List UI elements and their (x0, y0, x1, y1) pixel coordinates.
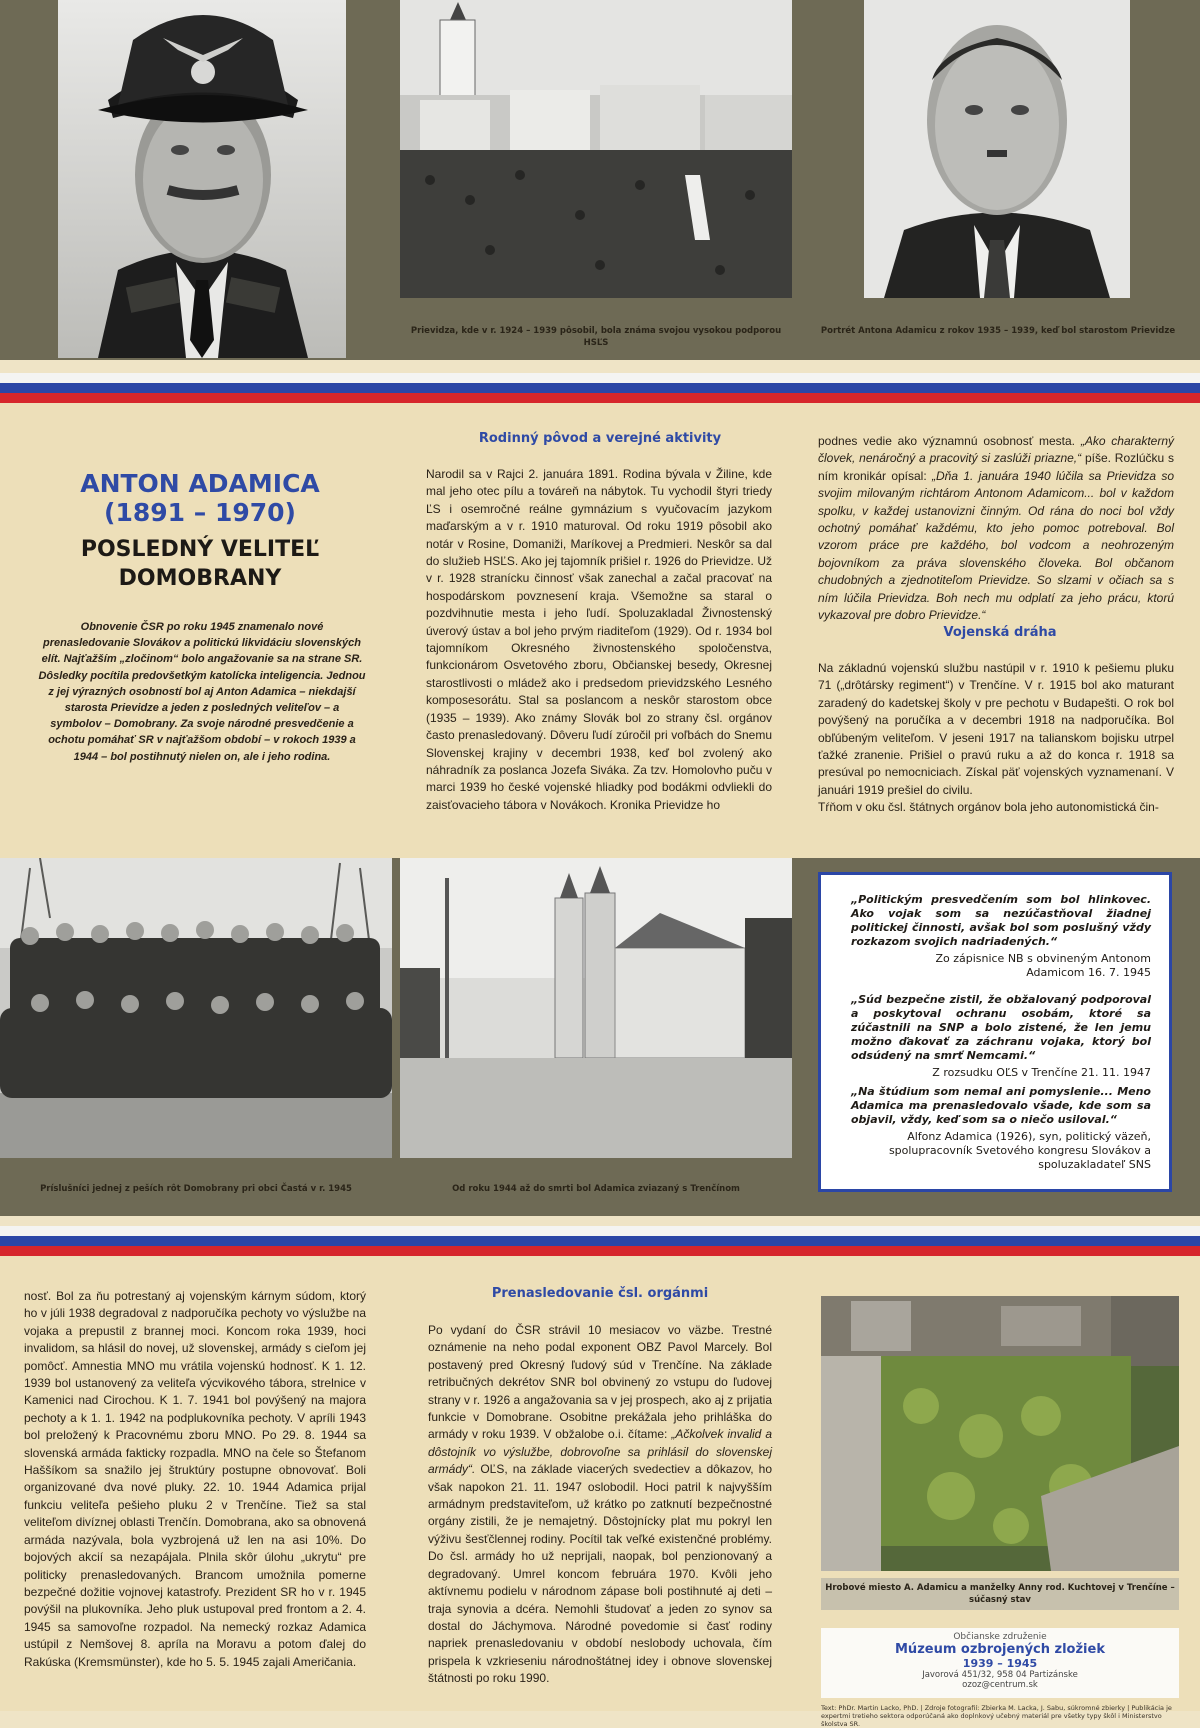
flag-stripe-top (0, 373, 1200, 403)
persecution-panel (400, 1256, 800, 1711)
military-cont-text: nosť. Bol za ňu potrestaný aj vojenským kárnym súdom, ktorý ho v júli 1938 degradoval z nadporučíka pechoty vo výslužbe na vojaka a prepustil z brannej moci. Koncom roka 1939, hoci invalidom, sa hlásil do novej, už slovenskej, armády s cieľom jej pomôcť. Amnestia MNO mu vrátila vojenskú hodnosť. K 1. 12. 1939 bol ustanovený za veliteľa výcvikového tábora, strelnice v Kamenici nad Cirochou. K 1. 7. 1941 bol povýšený na majora pechoty a k 1. 1. 1942 na podplukovníka pechoty. V apríli 1943 bol preložený k Pracovnému zboru MNO. Po 29. 8. 1944 sa slovenská armáda fakticky rozpadla. MNO na čele so Štefanom Haššíkom sa snažilo jej štruktúry postupne obnovovať. Boli organizované dva nové pluky. 22. 10. 1944 Adamica prijal funkciu veliteľa pešieho pluku 2 v Trenčíne. Tiež sa stal veliteľom divíznej oblasti Trenčín. Domobrana, ako sa obnovená armáda nazývala, bola vyzbrojená už len na asi 10%. Do bojových akcií sa nezapájala. Plnila skôr úlohu „ukrytu“ pre politicky prenasledovaných. Brancom umožnila pomerne bezpečné dožitie vojnovej katastrofy. Prezident SR ho v r. 1945 povýšil na plukovníka. Jeho pluk ustupoval pred frontom a 2. 4. 1945 sa samovoľne rozpadol. Na nemecký rozkaz Adamica ustúpil z Nemšovej 8. apríla na Moravu a potom ďalej do Rakúska (Kremsmünster), kde ho 5. 5. 1945 zajali Američania. (24, 1289, 366, 1669)
family-cont-text (818, 433, 1174, 624)
footer-note: Text: PhDr. Martin Lacko, PhD. | Zdroje fotografií: Zbierka M. Lacka, J. Sabu, súkromné zbierky | Publikácia je expertmi tretieho sektora odporúčaná ako doplnkový učebný materiál pre všetky typy škôl i Ministerstvo školstva SR. (821, 1704, 1172, 1728)
museum-email[interactable]: ozoz@centrum.sk (962, 1680, 1038, 1690)
persecution-text (428, 1322, 772, 1688)
title-line-2: DOMOBRANY (118, 566, 282, 591)
quote-2 (851, 993, 1151, 1080)
grave-panel (800, 1256, 1200, 1728)
persecution-em: „Ačkolvek invalid a dôstojník vo výslužbe, dobrovoľne sa prihlásil do slovenskej armády“. (428, 1427, 773, 1477)
trencin-street-photo (400, 858, 792, 1158)
prievidza-square-photo (400, 0, 792, 298)
quote-2-source: Z rozsudku OĽS v Trenčíne 21. 11. 1947 (932, 1066, 1151, 1079)
quote-3-text: „Na štúdium som nemal ani pomyslenie... Meno Adamica ma prenasledovalo všade, kde som sa objavil, vždy, keď som sa o niečo usiloval.“ (851, 1085, 1151, 1126)
quote-2-text: „Súd bezpečne zistil, že obžalovaný podporoval a poskytoval ochranu osobám, ktoré sa zúčastnili na SNP a bolo zistené, že len jemu možno ďakovať za záchranu vojaka, ktorý bol odsúdený na smrť Nemcami.“ (851, 993, 1151, 1062)
family-cont-plain-1: podnes vedie ako významnú osobnosť mesta. (818, 434, 1081, 448)
quotes-box (818, 872, 1172, 1192)
persecution-plain-1: Po vydaní do ČSR strávil 10 mesiacov vo väzbe. Trestné oznámenie na neho podal exponent OBZ Pavol Marcely. Bol postavený pred Okresný ľudový súd v Trenčíne. Na základe retribučných dekrétov SNR bol obvinený zo vstupu do ľudovej strany v r. 1926 a angažovania sa v jej prospech, ako aj z prijatia funkcie v Domobrane. Osobitne prekážala jeho prihláška do armády v roku 1939. V obžalobe o.i. čítame: (428, 1323, 772, 1442)
heading-family: Rodinný pôvod a verejné aktivity (478, 431, 722, 446)
family-cont-plain-2: píše. Rozlúčku s ním kronikár opísal: (818, 451, 1174, 483)
person-years: (1891 – 1970) (104, 498, 296, 527)
military-text (818, 660, 1174, 817)
caption-prievidza-1924: Prievidza, kde v r. 1924 – 1939 pôsobil, bola známa svojou vysokou podporou HSĽS (410, 326, 782, 348)
heading-military: Vojenská dráha (943, 625, 1057, 640)
military-text-p2: Tŕňom v oku čsl. štátnych orgánov bola jeho autonomistická čin- (818, 800, 1159, 815)
museum-years: 1939 – 1945 (962, 1657, 1038, 1670)
military-cont-panel (0, 1256, 400, 1711)
quote-3 (851, 1085, 1151, 1172)
intro-text: Obnovenie ČSR po roku 1945 znamenalo nové prenasledovanie Slovákov a politickú likvidáciu slovenských elít. Najťažším „zločinom“ bolo angažovanie sa na strane SR. Dôsledky pocítila predovšetkým katolícka inteligencia. Jednou z jej výrazných osobností bol aj Anton Adamica – niekdajší starosta Prievidze a jeden z posledných veliteľov – a symbolov – Domobrany. Za svoje národné presvedčenie a ochotu pomáhať SR v najťažšom období – v rokoch 1939 a 1944 – bol postihnutý nielen on, ale i jeho rodina. (38, 621, 366, 763)
family-cont-em-1: „Ako charakterný človek, nenáročný a pracovitý si zaslúži priazne,“ (818, 434, 1175, 466)
family-panel (400, 403, 800, 858)
title-panel (0, 403, 400, 858)
heading-persecution: Prenasledovanie čsl. orgánmi (491, 1286, 709, 1301)
family-cont-em-2: „Dňa 1. januára 1940 lúčila sa Prievidza so svojim milovaným richtárom Antonom Adamicom... bol v každom spolku, v každej ustanovizni činným. Od rána do noci bol vždy ochotný pomáhať každému, kto jeho pomoc potreboval. Bol vzorom práce pre každého, bol vodcom a neohrozeným bojovníkom za práva slovenského človeka. Bol občanom chudobných a zjednotiteľom Prievidze. So slzami v očiach sa s ním lúčila Prievidza. Boh nech mu odplatí za jeho prácu, ktorú vykazoval pre dobro Prievidze.“ (818, 468, 1174, 623)
portrait-civil-photo (864, 0, 1130, 298)
museum-box (821, 1628, 1179, 1698)
portrait-uniform-photo (58, 0, 346, 358)
museum-address: Javorová 451/32, 958 04 Partizánske (922, 1670, 1078, 1680)
quote-1-text: „Politickým presvedčením som bol hlinkovec. Ako vojak som sa nezúčastňoval žiadnej politickej činnosti, avšak bol som poslušný vždy rozkazom svojich nadriadených.“ (851, 893, 1151, 948)
family-text: Narodil sa v Rajci 2. januára 1891. Rodina bývala v Žiline, kde mal jeho otec pílu a továreň na nábytok. Tu vychodil štyri triedy ĽS i osemročné reálne gymnázium s vyučovacím jazykom maďarským a v r. 1910 maturoval. Od roku 1919 pôsobil ako notár v Rosine, Domaniži, Maríkovej a Predmieri. Neskôr sa dal do služieb HSĽS. Ako jej tajomník prišiel r. 1926 do Prievidze. Už v r. 1928 stranícku činnosť však zanechal a začal pracovať na hospodárskom povznesení kraja. Všemožne sa staral o pozdvihnutie mesta i jeho ľudí. Spoluzakladal Živnostenský úverový ústav a bol jeho prvým riaditeľom (1929). Od r. 1934 bol tajomníkom Okresného živnostenského spoločenstva, funkcionárom Osvetového zboru, Občianskej besedy, Okresnej starostlivosti o mládež ako i predsedom prievidzského Lesného komposesorátu. Stal sa poslancom a neskôr starostom obce (1935 – 1939). Ako známy Slovák bol zo strany čsl. orgánov často prenasledovaný. Dôveru ľudí zúročil pri voľbách do Snemu Slovenskej krajiny v decembri 1938, keď bol zvolený ako náhradník za poslanca Jozefa Siváka. Za tzv. Homolovho puču v marci 1939 ho české vojenské hliadky pod bodákmi odvliekli do zaisťovacieho tábora v Novákoch. Kronika Prievidze ho (426, 467, 772, 812)
quote-1-source: Zo zápisnice NB s obvineným Antonom Adamicom 16. 7. 1945 (935, 952, 1151, 979)
military-text-p1: Na základnú vojenskú službu nastúpil v r. 1910 k pešiemu pluku 71 („drôtársky regiment“) v Trenčíne. V r. 1915 bol ako maturant zaradený do kadetskej školy v pre pechotu v Budapešti. O rok bol povýšený na poručíka a v decembri 1918 na nadporučíka. Bol obľúbeným veliteľom. V jeseni 1917 na talianskom bojisku utrpel ťažké zranenie. Prišiel o pravú ruku a až do konca r. 1918 sa presúval po nemocniciach. Získal päť vojenských vyznamenaní. V januári 1919 prešiel do civilu. (818, 661, 1174, 797)
grave-photo (821, 1296, 1179, 1571)
domobrana-soldiers-photo (0, 858, 392, 1158)
caption-trencin: Od roku 1944 až do smrti bol Adamica zviazaný s Trenčínom (452, 1184, 740, 1194)
caption-grave: Hrobové miesto A. Adamicu a manželky Anny rod. Kuchtovej v Trenčíne – súčasný stav (821, 1578, 1179, 1610)
quote-1 (851, 893, 1151, 980)
caption-portrait-1935: Portrét Antona Adamicu z rokov 1935 – 1939, keď bol starostom Prievidze (820, 326, 1176, 336)
caption-domobrana: Príslušníci jednej z peších rôt Domobrany pri obci Častá v r. 1945 (40, 1184, 352, 1194)
quote-3-source: Alfonz Adamica (1926), syn, politický väzeň, spolupracovník Svetového kongresu Slovákov a spoluzakladateľ SNS (888, 1130, 1151, 1171)
persecution-plain-2: OĽS, na základe viacerých svedectiev a dôkazov, ho však napokon 21. 11. 1947 oslobodil. Hoci patril k najvyšším armádnym predstaviteľom, už krátko po zatknutí bezpečnostné orgány zistili, že je nemajetný. Dôstojnícky plat mu pokryl len výživu šesťčlennej rodiny. Pocítil tak veľké existenčné problémy. Do čsl. armády ho už neprijali, naopak, bol penzionovaný a degradovaný. Umrel koncom februára 1970. Kvôli jeho aktívnemu podielu v národnom zápase boli postihnuté aj deti – traja synovia a dcéra. Nemohli študovať a jeden zo synov sa dostal do Jáchymova. Národné povedomie si časť rodiny napriek prenasledovaniu v období neslobody uchovala, čím prispela k vzkrieseniu národnoštátnej idey i obnove slovenskej štátnosti po roku 1990. (428, 1462, 772, 1686)
flag-stripe-middle (0, 1226, 1200, 1256)
title-line-1: POSLEDNÝ VELITEĽ (80, 537, 320, 562)
military-panel (800, 403, 1200, 858)
museum-org: Občianske združenie (953, 1632, 1047, 1642)
museum-name: Múzeum ozbrojených zložiek (895, 1642, 1105, 1657)
person-name: ANTON ADAMICA (80, 469, 320, 498)
